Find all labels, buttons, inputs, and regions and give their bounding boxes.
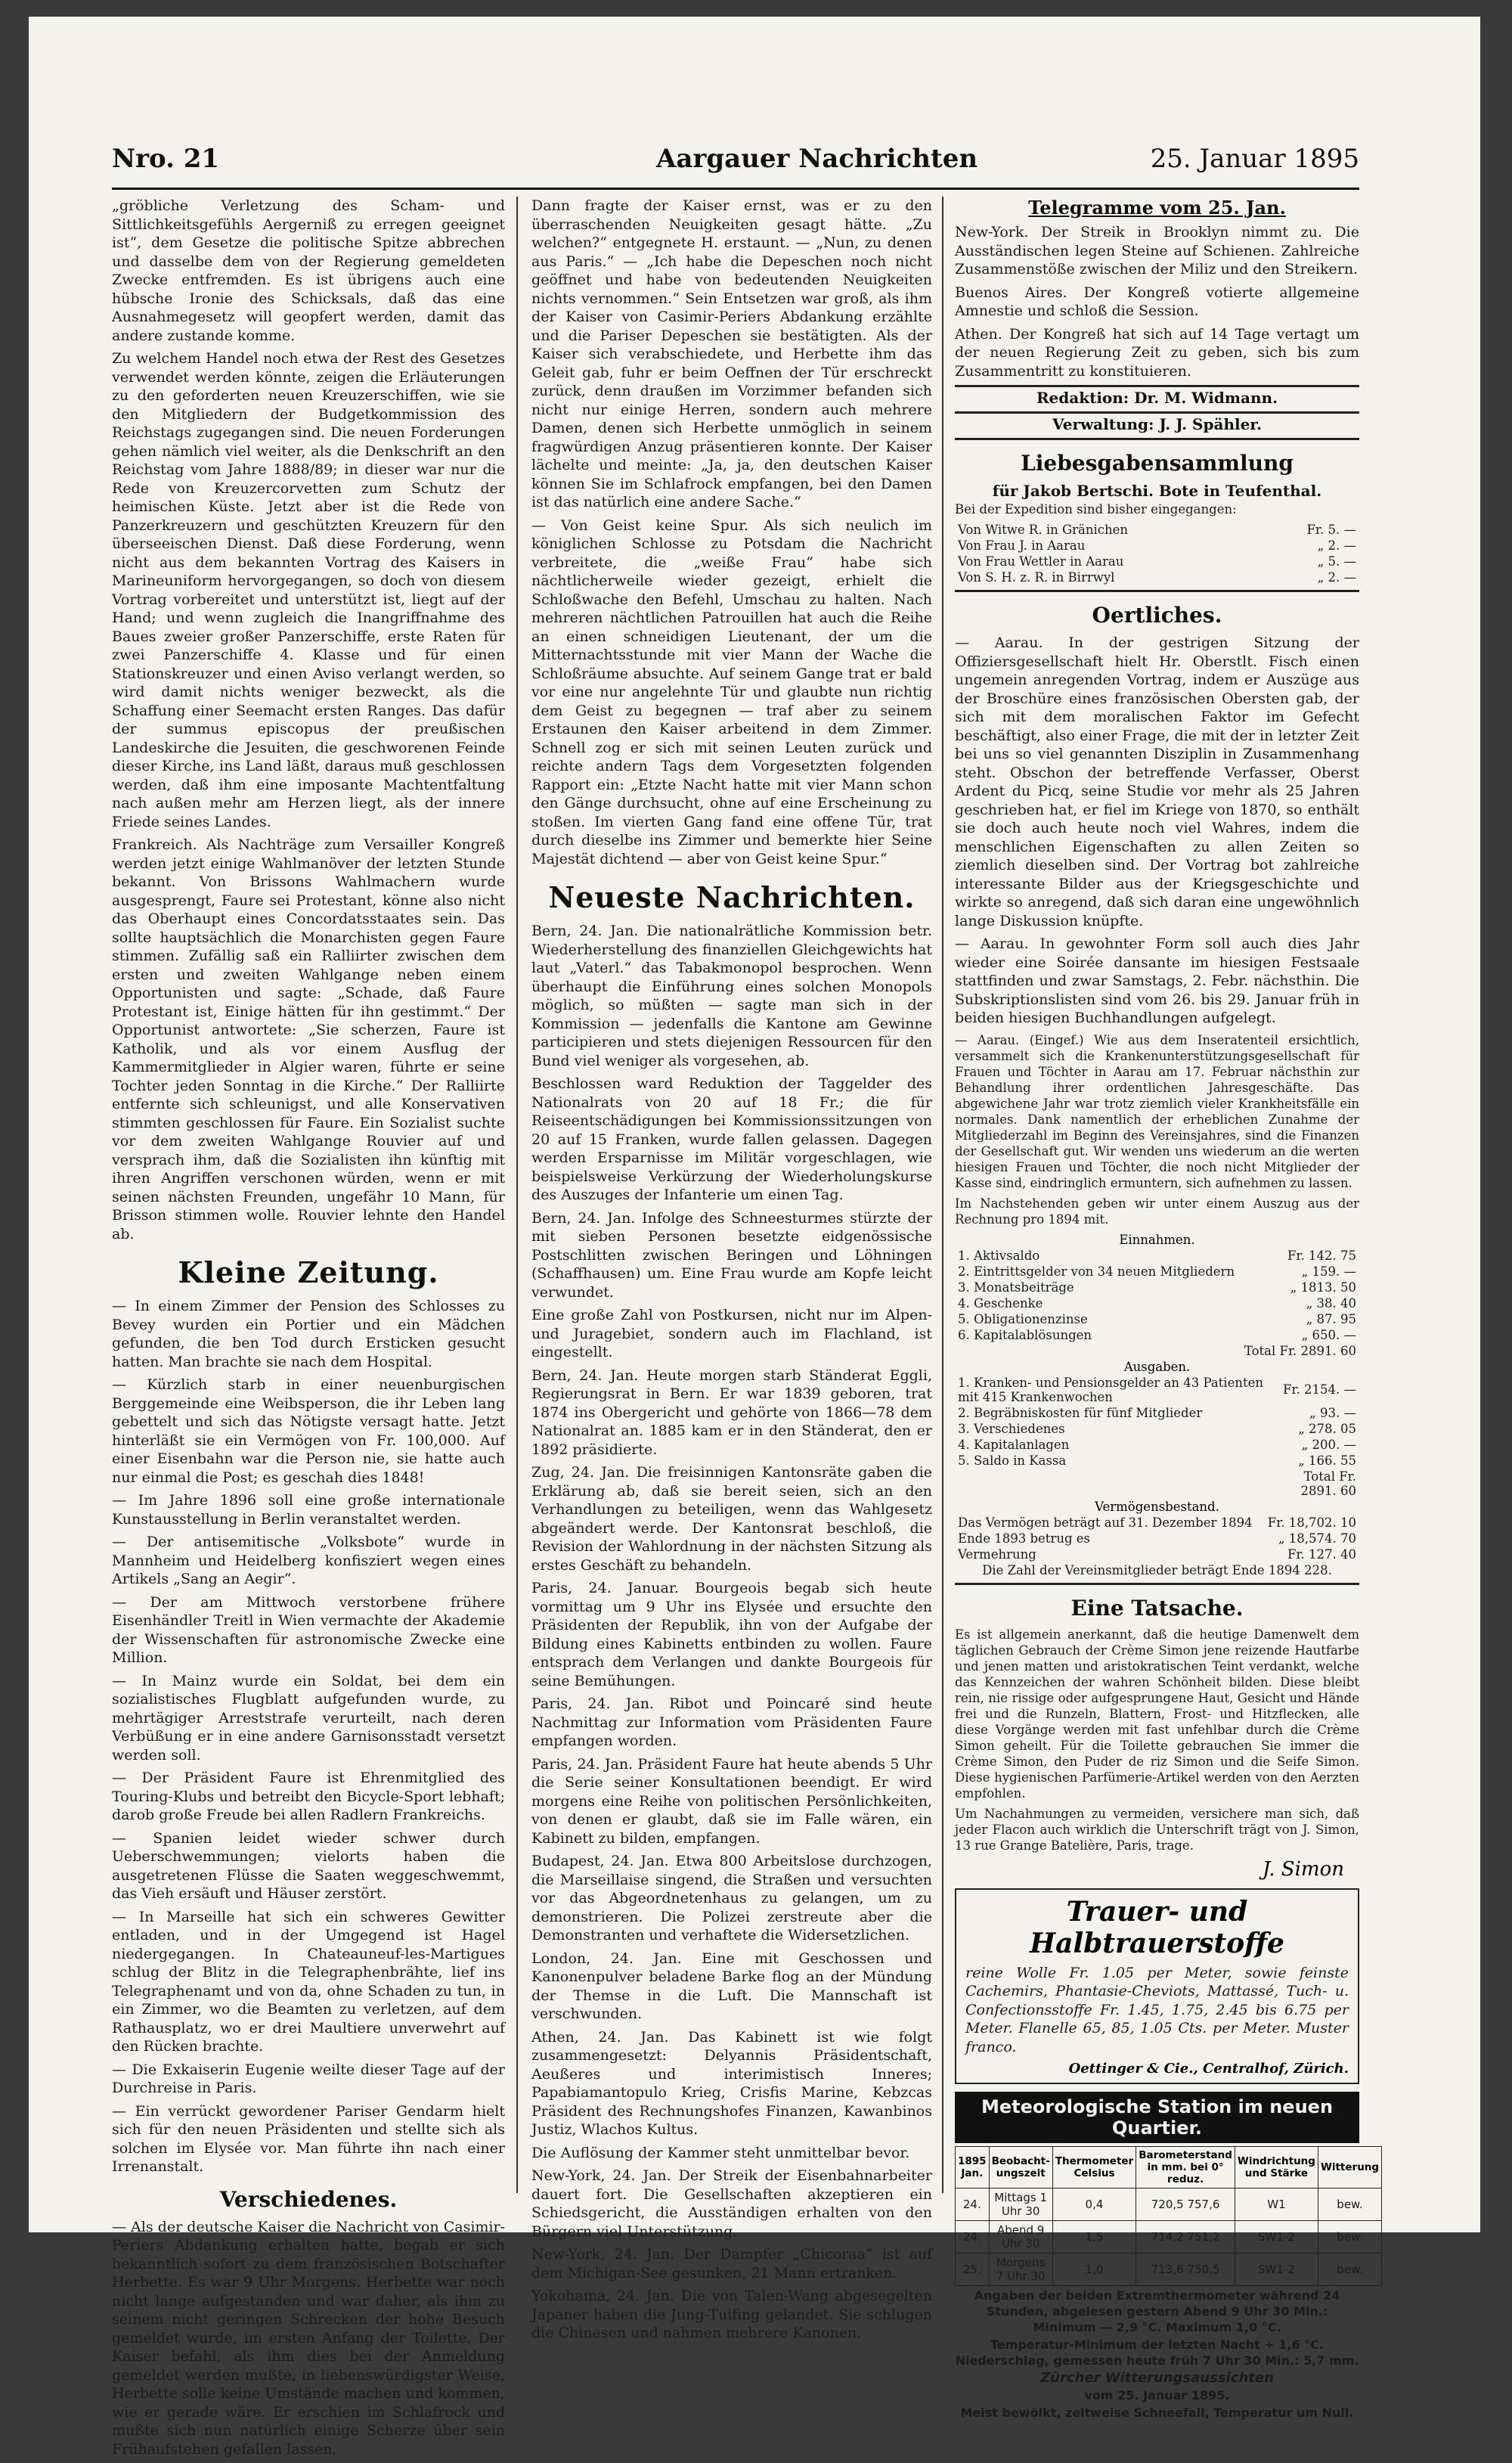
table-row <box>955 1546 1359 1562</box>
news-item: — Im Jahre 1896 soll eine große internationale Kunstausstellung in Berlin veranstaltet werden. <box>112 1492 505 1528</box>
local-news-item: — Aarau. In gewohnter Form soll auch dies Jahr wieder eine Soirée dansante im hiesigen Festsaale stattfinden und zwar Samstags, 2. Febr. nächsthin. Die Subskriptionslisten sind vom 26. bis 29. Januar früh in beiden hiesigen Buchhandlungen aufgelegt. <box>955 935 1359 1026</box>
news-item: — Der antisemitische „Volksbote“ wurde in Mannheim und Heidelberg konfisziert wegen eines Artikels „Sang an Aegir“. <box>112 1534 505 1587</box>
weather-wind: SW1-2 <box>1235 2254 1318 2286</box>
assets-title: Vermögensbestand. <box>1095 1499 1219 1514</box>
advertisement-text: Es ist allgemein anerkannt, daß die heutige Damenwelt dem täglichen Gebrauch der Crème Simon jene reizende Hautfarbe und jenen matten und aristokratischen Teint verdankt, welche das Kennzeichen der wahren Schönheit bilden. Diese bleibt rein, nie rissige oder aufgesprungene Haut, Gesicht und Hände frei und die Runzeln, Blattern, Frost- und Hitzflecken, alle diese Vorgänge werden mit fast unfehlbar durch die Crème Simon geheilt. Für die Toilette gebrauchen Sie immer die Crème Simon, den Puder de riz Simon und die Seife Simon. Diese hygienischen Parfümerie-Artikel werden von den Aerzten empfohlen. <box>955 1627 1359 1801</box>
assets-table <box>955 1515 1359 1562</box>
section-title-tatsache: Eine Tatsache. <box>1070 1595 1244 1621</box>
table-row <box>955 1515 1359 1531</box>
weather-time: Abend 9 Uhr 30 <box>989 2221 1052 2254</box>
column-header: Beobacht-ungszeit <box>989 2147 1052 2188</box>
weather-day: 24. <box>956 2221 990 2254</box>
section-title-verschiedenes: Verschiedenes. <box>219 2186 398 2212</box>
accounts-intro: Im Nachstehenden geben wir unter einem Auszug aus der Rechnung pro 1894 mit. <box>955 1196 1359 1227</box>
weather-wind: SW1-2 <box>1235 2221 1318 2254</box>
news-item: — Ein verrückt gewordener Pariser Gendarm hielt sich für den neuen Präsidenten und stellte sich als solchen im Elysée vor. Man führte ihn nach einer Irrenanstalt. <box>112 2102 505 2175</box>
account-label: 5. Saldo in Kassa <box>958 1453 1067 1468</box>
handwritten-signature: J. Simon <box>1262 1857 1344 1881</box>
account-label: 5. Obligationenzinse <box>958 1311 1088 1326</box>
account-label: 2. Begräbniskosten für fünf Mitglieder <box>958 1405 1203 1420</box>
section-title-kleine-zeitung: Kleine Zeitung. <box>178 1255 439 1289</box>
donor-name: Von Frau J. in Aarau <box>958 538 1086 553</box>
article-paragraph: Zu welchem Handel noch etwa der Rest des Gesetzes verwendet werden könnte, zeigen die Erläuterungen zu den geforderten neuen Kreuzerschiffen, wie sie den Mitgliedern der Budgetkommission des Reichstags zugegangen sind. Die neuen Forderungen gehen nämlich viel weiter, als die Denkschrift an den Reichstag vom Jahre 1888/89; in dieser war nur die Rede von Kreuzercorvetten zum Schutz der heimischen Küste. Jetzt aber ist die Rede von Panzerkreuzern und geschützten Kreuzern für den überseeischen Dienst. Daß diese Forderung, wenn nicht aus dem bekannten Vortrag des Kaisers in Marineuniform hervorgegangen, so doch von diesem Vortrag vorbereitet und unterstützt ist, liegt auf der Hand; und wenn zugleich die Inangriffnahme des Baues zweier großer Panzerschiffe, erste Raten für zwei Panzerschiffe 4. Klasse und für einen Stationskreuzer und einen Aviso verlangt werden, so wird damit nichts weniger bezweckt, als die Schaffung einer Seemacht ersten Ranges. Das dafür der summus episcopus der preußischen Landeskirche die Jesuiten, die geschworenen Feinde dieser Kirche, ins Land läßt, daraus muß geschlossen werden, daß ihm eine imposante Machtentfaltung nach außen mehr am Herzen liegt, als der innere Friede seines Landes. <box>112 350 505 830</box>
account-label: 4. Geschenke <box>958 1295 1043 1311</box>
column-header: Barometerstand in mm. bei 0° reduz. <box>1136 2147 1235 2188</box>
news-item: Zug, 24. Jan. Die freisinnigen Kantonsräte gaben die Erklärung ab, daß sie bereit seien, sich an den Verhandlungen zu beteiligen, wenn das Wahlgesetz abgeändert werde. Der Kantonsrat beschloß, die Revision der Wahlordnung in der nächsten Sitzung als erstes Geschäft zu behandeln. <box>531 1464 932 1574</box>
donation-amount: „ 2. — <box>1317 538 1356 553</box>
table-row <box>956 2188 1382 2221</box>
news-item: Paris, 24. Jan. Präsident Faure hat heute abends 5 Uhr die Serie seiner Konsultationen beendigt. Er wird morgens eine Reihe von politischen Persönlichkeiten, von denen er glaubt, daß sie im Falle wären, ein Kabinett zu bilden, empfangen. <box>531 1755 932 1847</box>
column-header: Thermometer Celsius <box>1052 2147 1136 2188</box>
advertisement-warning: Um Nachahmungen zu vermeiden, versichere man sich, daß jeder Flacon auch wirklich die Unterschrift trägt von J. Simon, 13 rue Grange Batelière, Paris, trage. <box>955 1806 1359 1853</box>
table-row <box>955 1311 1359 1327</box>
table-row <box>955 1264 1359 1280</box>
weather-notes <box>955 2288 1359 2421</box>
weather-baro: 720,5 757,6 <box>1136 2188 1235 2221</box>
table-row <box>955 1469 1359 1499</box>
rule <box>955 411 1359 414</box>
table-row <box>955 1437 1359 1453</box>
account-label: Das Vermögen beträgt auf 31. Dezember 1894 <box>958 1515 1253 1530</box>
member-count-note: Die Zahl der Vereinsmitglieder beträgt Ende 1894 228. <box>982 1562 1332 1577</box>
account-amount: „ 87. 95 <box>1306 1311 1356 1326</box>
donation-subtitle: für Jakob Bertschi. Bote in Teufenthal. <box>992 482 1322 500</box>
advertisement-title: Trauer- und Halbtrauerstoffe <box>1030 1895 1284 1959</box>
news-item: — Kürzlich starb in einer neuenburgischen Berggemeinde eine Weibsperson, die ihr Leben lang gebettelt und sich das Nötigste versagt hatte. Jetzt hinterläßt sie ein Vermögen von Fr. 100,000. Auf einer Eisenbahn war die Person nie, sie hatte auch nur einmal die Post; es geschah dies 1848! <box>112 1376 505 1486</box>
news-item: — Der Präsident Faure ist Ehrenmitglied des Touring-Klubs und betreibt den Bicycle-Sport lebhaft; darob große Freude bei allen Radlern Frankreichs. <box>112 1770 505 1823</box>
income-total: Total Fr. 2891. 60 <box>1244 1343 1356 1358</box>
news-item: Beschlossen ward Reduktion der Taggelder des Nationalrats von 20 auf 18 Fr.; die für Reiseentschädigungen bei Kommissionssitzungen von 20 auf 15 Franken, wurde fallen gelassen. Dagegen werden Ersparnisse im Militär vorgeschlagen, wie beispielsweise Verkürzung der Wiederholungskurse des Auszuges der Infanterie um einen Tag. <box>531 1075 932 1203</box>
table-row <box>956 2221 1382 2254</box>
account-amount: „ 278. 05 <box>1298 1421 1356 1436</box>
account-label: 3. Verschiedenes <box>958 1421 1065 1436</box>
forecast-text: Meist bewölkt, zeitweise Schneefall, Temperatur um Null. <box>960 2406 1354 2420</box>
news-item: — Spanien leidet wieder schwer durch Ueberschwemmungen; vielorts haben die ausgetretenen Flüsse die Saaten weggeschwemmt, das Vieh ersäuft und Häuser zerstört. <box>112 1829 505 1902</box>
account-amount: Fr. 142. 75 <box>1287 1248 1356 1263</box>
weather-note: Temperatur-Minimum der letzten Nacht + 1,6 °C. Niederschlag, gemessen heute früh 7 Uhr 30 Min.: 5,7 mm. <box>955 2337 1359 2368</box>
table-row <box>955 1531 1359 1546</box>
news-item: Bern, 24. Jan. Heute morgen starb Ständerat Eggli, Regierungsrat in Bern. Er war 1839 geboren, trat 1874 ins Obergericht und gehörte von 1866—78 dem Nationalrat an. 1885 kam er in den Ständerat, den er 1892 präsidierte. <box>531 1366 932 1458</box>
table-header-row <box>956 2147 1382 2188</box>
telegram-item: New-York. Der Streik in Brooklyn nimmt zu. Die Ausständischen legen Steine auf Schienen. Zahlreiche Zusammenstöße zwischen der Miliz und den Streikern. <box>955 224 1359 278</box>
table-row <box>955 1327 1359 1343</box>
column-divider <box>516 197 518 2193</box>
weather-temp: 1,0 <box>1052 2254 1136 2286</box>
page-header <box>112 144 1359 189</box>
weather-baro: 714,2 751,2 <box>1136 2221 1235 2254</box>
donor-name: Von S. H. z. R. in Birrwyl <box>958 570 1115 585</box>
account-amount: „ 166. 55 <box>1298 1453 1356 1468</box>
column-header: 1895 Jan. <box>956 2147 990 2188</box>
local-news-item: — Aarau. (Eingef.) Wie aus dem Inseratenteil ersichtlich, versammelt sich die Krankenunterstützungsgesellschaft für Frauen und Töchter in Aarau am 17. Februar nächsthin zur Behandlung ihrer ordentlichen Jahresgeschäfte. Das abgewichene Jahr war trotz ziemlich vieler Krankheitsfälle ein normales. Dank namentlich der erheblichen Zunahme der Mitgliederzahl im Beginn des Vereinsjahres, sind die Finanzen der Gesellschaft gut. Wir wenden uns wiederum an die werten hiesigen Frauen und Töchter, die noch nicht Mitglieder der Kasse sind, eindringlich ermuntern, sich aufnehmen zu lassen. <box>955 1032 1359 1190</box>
news-item: Paris, 24. Januar. Bourgeois begab sich heute vormittag um 9 Uhr ins Elysée und ersuchte den Präsidenten der Republik, ihn von der Aufgabe der Bildung eines Kabinetts entbinden zu wollen. Faure entsprach dem Verlangen und dankte Bourgeois für seine Bemühungen. <box>531 1580 932 1689</box>
table-row <box>955 1280 1359 1295</box>
weather-temp: 0,4 <box>1052 2188 1136 2221</box>
news-item: London, 24. Jan. Eine mit Geschossen und Kanonenpulver beladene Barke flog an der Mündung der Themse in die Luft. Die Mannschaft ist verschwunden. <box>531 1950 932 2022</box>
weather-wind: W1 <box>1235 2188 1318 2221</box>
weather-table <box>955 2146 1382 2286</box>
news-item: — In Mainz wurde ein Soldat, bei dem ein sozialistisches Flugblatt aufgefunden wurde, zu mehrtägiger Arreststrafe verurteilt, nach deren Verbüßung er in eine andere Garnisonsstadt versetzt werden soll. <box>112 1672 505 1763</box>
account-amount: Fr. 2154. — <box>1283 1382 1356 1397</box>
news-item: Bern, 24. Jan. Infolge des Schneesturmes stürzte der mit sieben Personen besetzte eidgenössische Postschlitten zwischen Beringen und Löhningen (Schaffhausen) um. Eine Frau wurde am Kopfe leicht verwundet. <box>531 1209 932 1301</box>
telegram-item: Buenos Aires. Der Kongreß votierte allgemeine Amnestie und schloß die Session. <box>955 284 1359 319</box>
rule <box>955 385 1359 387</box>
news-item: — In Marseille hat sich ein schweres Gewitter entladen, und in der Umgegend ist Hagel niedergegangen. In Chateauneuf-les-Martigues schlug der Blitz in die Telegraphenbrähte, lief ins Telegraphenamt und von da, ohne Schaden zu tun, in ein Zimmer, wo die Beamten zu verletzen, auf dem Rathausplatz, wo er drei Maultiere unverwehrt auf den Rücken brachte. <box>112 1908 505 2055</box>
news-item: Paris, 24. Jan. Ribot und Poincaré sind heute Nachmittag zur Information vom Präsidenten Faure empfangen worden. <box>531 1695 932 1749</box>
table-row <box>955 569 1359 585</box>
news-item: — Der am Mittwoch verstorbene frühere Eisenhändler Treitl in Wien vermachte der Akademie der Wissenschaften für astronomische Zwecke eine Million. <box>112 1593 505 1666</box>
table-row <box>955 522 1359 538</box>
account-label: 4. Kapitalanlagen <box>958 1437 1070 1452</box>
local-news-item: — Aarau. In der gestrigen Sitzung der Offiziersgesellschaft hielt Hr. Oberstlt. Fisch einen ungemein anregenden Vortrag, indem er Auszüge aus der Broschüre eines französischen Obersten gab, der sich mit dem moralischen Faktor im Gefecht beschäftigt, also einer Frage, die mit der in letzter Zeit bei uns so viel genannten Disziplin in Zusammenhang steht. Obschon der betreffende Verfasser, Oberst Ardent du Picq, seine Studie vor mehr als 25 Jahren geschrieben hat, er fiel im Kriege von 1870, so enthält sie doch auch heute noch viel Wahres, indem die menschlichen Eigenschaften zu allen Zeiten so ziemlich dieselben sind. Der Vortrag bot zahlreiche interessante Bilder aus der Kriegsgeschichte und wirkte so anregend, daß sich daran eine ungewöhnlich lange Diskussion knüpfte. <box>955 634 1359 929</box>
table-row <box>955 1375 1359 1405</box>
account-amount: Fr. 18,702. 10 <box>1267 1515 1356 1530</box>
account-amount: „ 650. — <box>1301 1327 1356 1342</box>
table-row <box>955 1421 1359 1437</box>
newspaper-page <box>29 17 1480 2458</box>
table-row <box>955 1453 1359 1469</box>
table-row <box>955 1295 1359 1311</box>
weather-time: Mittags 1 Uhr 30 <box>989 2188 1052 2221</box>
account-amount: Fr. 127. 40 <box>1287 1546 1356 1562</box>
fabric-advertisement <box>955 1888 1359 2085</box>
donation-intro: Bei der Expedition sind bisher eingegangen: <box>955 502 1237 516</box>
issue-number: Nro. 21 <box>112 144 220 174</box>
column-2 <box>531 197 932 2347</box>
forecast-date: vom 25. Januar 1895. <box>1084 2388 1230 2403</box>
donation-amount: Fr. 5. — <box>1306 523 1356 537</box>
donation-title: Liebesgabensammlung <box>1021 451 1294 476</box>
news-item: New-York, 24. Jan. Der Dampfer „Chicoraa“ ist auf dem Michigan-See gesunken, 21 Mann ertranken. <box>531 2246 932 2282</box>
account-label: 2. Eintrittsgelder von 34 neuen Mitgliedern <box>958 1264 1235 1279</box>
weather-temp: 1,5 <box>1052 2221 1136 2254</box>
weather-time: Morgens 7 Uhr 30 <box>989 2254 1052 2286</box>
column-header: Witterung <box>1318 2147 1381 2188</box>
news-item: Die Auflösung der Kammer steht unmittelbar bevor. <box>531 2144 910 2161</box>
account-label: 3. Monatsbeiträge <box>958 1280 1074 1295</box>
editor-line: Redaktion: Dr. M. Widmann. <box>1036 389 1278 407</box>
table-row <box>955 1405 1359 1421</box>
weather-station-title: Meteorologische Station im neuen Quartier. <box>955 2092 1359 2143</box>
weather-day: 25. <box>956 2254 990 2286</box>
news-item: Bern, 24. Jan. Die nationalrätliche Kommission betr. Wiederherstellung des finanziellen Gleichgewichts hat laut „Vaterl.“ das Tabakmonopol besprochen. Wenn überhaupt die Einführung eines solchen Monopols möglich, so müßten — sagte man sich in der Kommission — jedenfalls die Kantone am Gewinne participieren und stets diejenigen Ressourcen für den Bund viel weniger als vorgesehen, ab. <box>531 923 932 1069</box>
expenses-table <box>955 1375 1359 1499</box>
table-row <box>955 1248 1359 1264</box>
advertisement-text: reine Wolle Fr. 1.05 per Meter, sowie feinste Cachemirs, Phantasie-Cheviots, Mattassé, Tuch- u. Confectionsstoffe Fr. 1.45, 1.75, 2.45 bis 6.75 per Meter. Flanelle 65, 85, 1.05 Cts. per Meter. Muster franco. <box>965 1964 1349 2055</box>
rule <box>955 1583 1359 1585</box>
account-amount: „ 200. — <box>1301 1437 1356 1452</box>
issue-date: 25. Januar 1895 <box>1150 144 1359 174</box>
news-item: — In einem Zimmer der Pension des Schlosses zu Bevey wurden ein Portier und ein Mädchen gefunden, die ben Tod durch Ersticken gesucht hatten. Man brachte sie nach dem Hospital. <box>112 1298 505 1370</box>
account-amount: „ 18,574. 70 <box>1278 1531 1356 1546</box>
account-amount: „ 1813. 50 <box>1290 1280 1356 1295</box>
account-amount: „ 93. — <box>1309 1405 1356 1420</box>
news-item: Eine große Zahl von Postkursen, nicht nur im Alpen- und Juragebiet, sondern auch im Flachland, ist eingestellt. <box>531 1307 932 1360</box>
income-table <box>955 1248 1359 1359</box>
account-label: 1. Kranken- und Pensionsgelder an 43 Patienten mit 415 Krankenwochen <box>958 1375 1263 1404</box>
column-header: Windrichtung und Stärke <box>1235 2147 1318 2188</box>
news-item: New-York, 24. Jan. Der Streik der Eisenbahnarbeiter dauert fort. Die Gesellschaften akzeptieren ein Schiedsgericht, die Ausständigen erhalten von den Bürgern viel Unterstützung. <box>531 2167 932 2240</box>
news-item: Yokohama, 24. Jan. Die von Talen-Wang abgesegelten Japaner haben die Jung-Tuifing gelandet. Sie schlugen die Chinesen und nahmen mehrere Kanonen. <box>531 2288 932 2341</box>
account-amount: „ 38. 40 <box>1306 1295 1356 1311</box>
header-rule <box>112 188 1359 190</box>
news-item: Athen, 24. Jan. Das Kabinett ist wie folgt zusammengesetzt: Delyannis Präsidentschaft, Aeußeres und interimistisch Inneres; Papabiamantopulo Krieg, Crisfis Marine, Kebzcas Präsident des Rechnungshofes Finanzen, Kawanbinos Justiz, Wlachos Kultus. <box>531 2028 932 2138</box>
article-paragraph: — Von Geist keine Spur. Als sich neulich im königlichen Schlosse zu Potsdam die Nachricht verbreitete, die „weiße Frau“ habe sich nächtlicherweile wieder gezeigt, erhielt die Schloßwache den Befehl, Umschau zu halten. Nach mehreren nächtlichen Patrouillen hat auch die Reihe an einen schneidigen Lieutenant, der um die Mitternachtsstunde mit vier Mann der Wache die Schloßräume absuchte. Auf seinem Gange trat er bald vor eine nur angelehnte Tür und glaubte nun richtig dem Geist zu begegnen — traf aber zu seinem Erstaunen den Kaiser arbeitend in dem Zimmer. Schnell zog er sich mit seinen Leuten zurück und reichte andern Tags dem Vorgesetzten folgenden Rapport ein: „Etzte Nacht hatte mit vier Mann schon den Gänge durchsucht, ohne auf eine Erscheinung zu stoßen. Im vierten Gang fand eine offene Tür, trat durch dieselbe ins Zimmer und bemerkte hier Seine Majestät dichtend — aber von Geist keine Spur.“ <box>531 516 932 867</box>
weather-note: Angaben der beiden Extremthermometer während 24 Stunden, abgelesen gestern Abend 9 Uhr 30 Min.: Minimum — 2,9 °C. Maximum 1,0 °C. <box>974 2288 1340 2334</box>
rule <box>955 438 1359 440</box>
donation-amount: „ 5. — <box>1317 554 1356 569</box>
account-label: Ende 1893 betrug es <box>958 1531 1090 1546</box>
news-item: — Als der deutsche Kaiser die Nachricht von Casimir-Periers Abdankung erhalten hatte, begab er sich bekanntlich sofort zu dem französischen Botschafter Herbette. Es war 9 Uhr Morgens. Herbette war noch nicht lange aufgestanden und war daher, als ihm zu seinem nicht geringen Schrecken der hohe Besuch gemeldet wurde, im ersten Anfang der Toilette. Der Kaiser befahl, als ihm dies bei der Anmeldung gemeldet werden mußte, in liebenswürdigster Weise, Herbette solle keine Umstände machen und kommen, wie er gerade wäre. Er erschien im Schlafrock und mußte sich nun natürlich einige Scherze über sein Frühaufstehen gefallen lassen. <box>112 2218 505 2458</box>
income-title: Einnahmen. <box>1119 1232 1195 1247</box>
masthead-title: Aargauer Nachrichten <box>656 144 978 174</box>
forecast-title: Zürcher Witterungsaussichten <box>1040 2370 1274 2386</box>
column-1 <box>112 197 505 2463</box>
article-paragraph: „gröbliche Verletzung des Scham- und Sittlichkeitsgefühls Aergerniß zu erregen geeignet ist“, dem Gesetze die politische Spitze abbrechen und dasselbe dem von der Regierung gemeldeten Zwecke entfremden. Es ist übrigens auch eine hübsche Ironie des Schicksals, daß das eine Ausnahmegesetz will geopfert werden, damit das andere zustande komme. <box>112 197 505 344</box>
table-row <box>955 538 1359 554</box>
weather-condition: bew. <box>1318 2188 1381 2221</box>
section-title-neueste-nachrichten: Neueste Nachrichten. <box>548 880 916 914</box>
donor-name: Von Frau Wettler in Aarau <box>958 554 1124 569</box>
weather-day: 24. <box>956 2188 990 2221</box>
table-row <box>955 554 1359 569</box>
donation-amount: „ 2. — <box>1317 570 1356 585</box>
administration-line: Verwaltung: J. J. Spähler. <box>1052 415 1262 433</box>
weather-condition: bew. <box>1318 2221 1381 2254</box>
account-label: 1. Aktivsaldo <box>958 1248 1040 1263</box>
telegram-item: Athen. Der Kongreß hat sich auf 14 Tage vertagt um der neuen Regierung Zeit zu geben, sich bis zum Zusammentritt zu konstituieren. <box>955 325 1359 380</box>
expenses-total: Total Fr. 2891. 60 <box>1300 1469 1356 1498</box>
weather-condition: bew. <box>1318 2254 1381 2286</box>
news-item: Budapest, 24. Jan. Etwa 800 Arbeitslose durchzogen, die Marseillaise singend, die Straßen und versuchten vor das Abgeordnetenhaus zu gelangen, um zu demonstrieren. Die Polizei zerstreute aber die Demonstranten und verhaftete die Widersetzlichen. <box>531 1853 932 1943</box>
news-item: — Die Exkaiserin Eugenie weilte dieser Tage auf der Durchreise in Paris. <box>112 2061 505 2096</box>
article-frankreich: Frankreich. Als Nachträge zum Versailler Kongreß werden jetzt einige Wahlmanöver der letzten Stunde bekannt. Von Brissons Wahlmachern wurde ausgesprengt, Faure sei Protestant, könne also nicht das Oberhaupt eines Concordatsstaates sein. Das sollte hauptsächlich die Monarchisten gegen Faure stimmen. Zufällig saß ein Ralliirter zwischen dem ersten und zweiten Wahlgange neben einem Opportunisten und sagte: „Schade, daß Faure Protestant ist, Einige hätten für ihn gestimmt.“ Der Opportunist antwortete: „Sie scherzen, Faure ist Katholik, und als vor einem Ausflug der Kammermitglieder in Algier waren, führte er seine Tochter jeden Sonntag in die Kirche.“ Der Ralliirte entfernte sich schleunigst, und alle Konservativen stimmten geschlossen für Faure. Ein Sozialist suchte vor dem zweiten Wahlgange Rouvier auf und versprach ihm, daß die Sozialisten ihn künftig mit ihren Angriffen verschonen würden, wenn er mit seinen nächsten Freunden, ungefähr 10 Mann, für Brisson stimmen wolle. Rouvier lehnte den Handel ab. <box>112 836 505 1242</box>
account-amount: „ 159. — <box>1301 1264 1356 1279</box>
account-label: 6. Kapitalablösungen <box>958 1327 1092 1342</box>
account-label: Vermehrung <box>958 1546 1036 1562</box>
table-row <box>955 1343 1359 1359</box>
article-paragraph: Dann fragte der Kaiser ernst, was er zu den überraschenden Neuigkeiten gesagt hätte. „Zu welchen?“ entgegnete H. erstaunt. — „Nun, zu denen aus Paris.“ — „Ich habe die Depeschen noch nicht geöffnet und habe von bedeutenden Neuigkeiten nichts vernommen.“ Sein Entsetzen war groß, als ihm der Kaiser von Casimir-Periers Abdankung erzählte und die Pariser Depeschen sie bestätigten. Als der Kaiser sich verabschiedete, und Herbette ihm das Geleit gab, fuhr er beim Oeffnen der Tür erschreckt zurück, denn draußen im Vorzimmer befanden sich nicht nur einige Herren, sondern auch mehrere Damen, denen sich Herbette unmöglich in seinem fragwürdigen Anzug präsentieren konnte. Der Kaiser lächelte und meinte: „Ja, ja, den deutschen Kaiser können Sie im Schlafrock empfangen, bei den Damen ist das natürlich eine andere Sache.“ <box>531 197 932 510</box>
column-3 <box>955 197 1380 2422</box>
section-title-oertliches: Oertliches. <box>1092 603 1222 628</box>
rule <box>955 590 1359 592</box>
weather-baro: 713,6 750,5 <box>1136 2254 1235 2286</box>
donation-table <box>955 522 1359 585</box>
telegrams-title: Telegramme vom 25. Jan. <box>1028 197 1286 219</box>
column-divider <box>942 197 943 2193</box>
advertiser-name: Oettinger & Cie., Centralhof, Zürich. <box>1068 2061 1349 2077</box>
table-row <box>956 2254 1382 2286</box>
expenses-title: Ausgaben. <box>1123 1359 1191 1374</box>
donor-name: Von Witwe R. in Gränichen <box>958 523 1129 537</box>
